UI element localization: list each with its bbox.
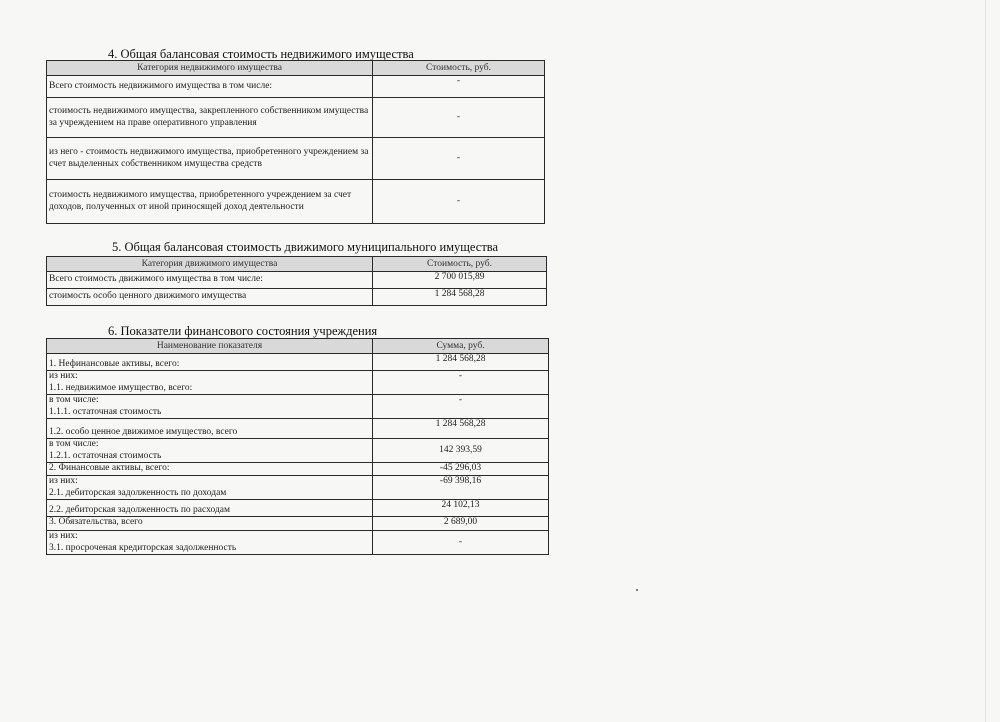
row-label: стоимость особо ценного движимого имущества <box>47 289 373 306</box>
row-label-line: 1.1.1. остаточная стоимость <box>49 406 162 417</box>
row-value: - <box>373 98 545 138</box>
table-row <box>47 463 549 476</box>
row-label-line: из них: <box>49 371 78 381</box>
column-header: Категория недвижимого имущества <box>47 61 373 76</box>
row-label-line: в том числе: <box>49 395 99 405</box>
row-label: 3. Обязательства, всего <box>47 517 373 531</box>
row-label <box>47 531 373 555</box>
row-label <box>47 476 373 500</box>
table-row <box>47 289 547 306</box>
row-label-line: из них: <box>49 476 78 486</box>
row-value: - <box>373 531 549 555</box>
table-row <box>47 98 545 138</box>
row-label: Всего стоимость недвижимого имущества в том числе: <box>47 76 373 98</box>
row-value: 2 689,00 <box>373 517 549 531</box>
column-header: Сумма, руб. <box>373 339 549 354</box>
row-value: 142 393,59 <box>373 439 549 463</box>
table-row <box>47 476 549 500</box>
row-label: стоимость недвижимого имущества, приобретенного учреждением за счет доходов, полученных от иной приносящей доход деятельности <box>47 180 373 224</box>
row-value: 1 284 568,28 <box>373 419 549 439</box>
row-label-line: из них: <box>49 531 78 541</box>
row-label: стоимость недвижимого имущества, закрепленного собственником имущества за учреждением на праве оперативного управления <box>47 98 373 138</box>
section-4-title: 4. Общая балансовая стоимость недвижимого имущества <box>108 47 414 61</box>
row-value: 2 700 015,89 <box>373 272 547 289</box>
section-4-table <box>46 60 545 224</box>
row-value: - <box>373 395 549 419</box>
table-row <box>47 531 549 555</box>
section-6-table <box>46 338 549 555</box>
table-row <box>47 180 545 224</box>
scan-edge <box>985 0 986 722</box>
row-value: - <box>373 371 549 395</box>
section-5-title: 5. Общая балансовая стоимость движимого муниципального имущества <box>112 240 499 254</box>
table-row <box>47 354 549 371</box>
row-label: 2.2. дебиторская задолженность по расходам <box>47 500 373 517</box>
scan-speck <box>636 589 638 591</box>
table-row <box>47 76 545 98</box>
row-value: -69 398,16 <box>373 476 549 500</box>
table-row <box>47 138 545 180</box>
row-label: 1. Нефинансовые активы, всего: <box>47 354 373 371</box>
column-header: Наименование показателя <box>47 339 373 354</box>
table-row <box>47 272 547 289</box>
table-row <box>47 395 549 419</box>
table-row <box>47 439 549 463</box>
table-header-row <box>47 257 547 272</box>
row-label <box>47 371 373 395</box>
table-row <box>47 419 549 439</box>
section-5-table <box>46 256 547 306</box>
row-label <box>47 395 373 419</box>
section-6-title: 6. Показатели финансового состояния учреждения <box>108 324 378 338</box>
row-label: из него - стоимость недвижимого имущества, приобретенного учреждением за счет выделенных собственником имущества средств <box>47 138 373 180</box>
column-header: Категория движимого имущества <box>47 257 373 272</box>
row-label: Всего стоимость движимого имущества в том числе: <box>47 272 373 289</box>
row-label-line: 1.2.1. остаточная стоимость <box>49 450 162 461</box>
row-value: 1 284 568,28 <box>373 354 549 371</box>
row-label <box>47 439 373 463</box>
table-row <box>47 500 549 517</box>
row-value: - <box>373 138 545 180</box>
row-value: - <box>373 76 545 98</box>
table-header-row <box>47 339 549 354</box>
row-label: 2. Финансовые активы, всего: <box>47 463 373 476</box>
table-row <box>47 517 549 531</box>
row-label-line: 2.1. дебиторская задолженность по доходам <box>49 487 227 498</box>
row-label-line: в том числе: <box>49 439 99 449</box>
row-value: 24 102,13 <box>373 500 549 517</box>
row-label-line: 1.1. недвижимое имущество, всего: <box>49 382 193 393</box>
row-label: 1.2. особо ценное движимое имущество, всего <box>47 419 373 439</box>
row-value: -45 296,03 <box>373 463 549 476</box>
row-value: 1 284 568,28 <box>373 289 547 306</box>
column-header: Стоимость, руб. <box>373 61 545 76</box>
column-header: Стоимость, руб. <box>373 257 547 272</box>
row-label-line: 3.1. просроченая кредиторская задолженность <box>49 542 237 553</box>
row-value: - <box>373 180 545 224</box>
table-header-row <box>47 61 545 76</box>
table-row <box>47 371 549 395</box>
